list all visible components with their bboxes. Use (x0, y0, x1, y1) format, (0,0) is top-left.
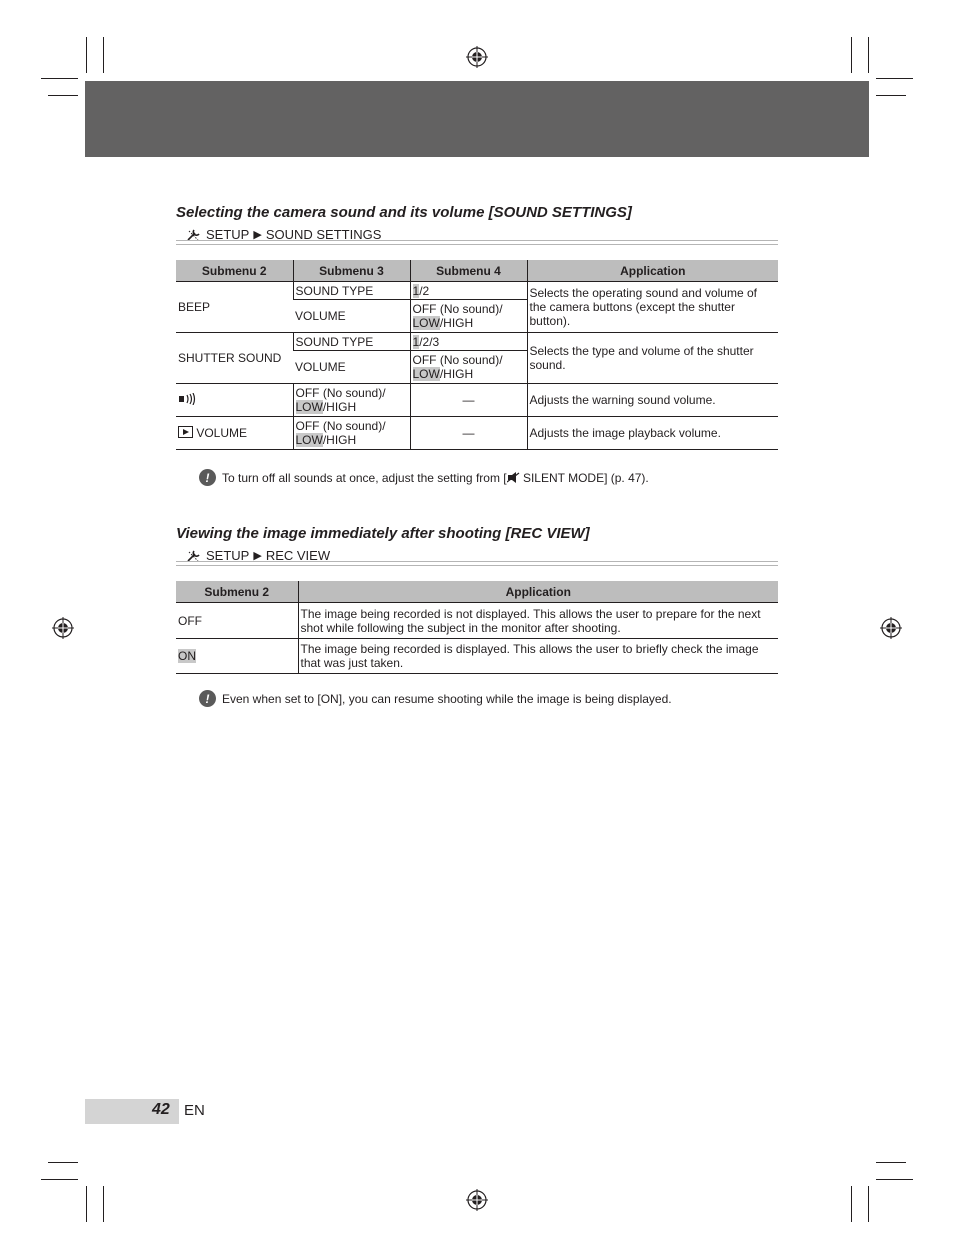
option-text: /HIGH (439, 316, 474, 330)
option-text: /HIGH (439, 367, 474, 381)
warning-submenu-4: — (410, 384, 527, 417)
rec-view-off-application: The image being recorded is not displayed. This allows the user to prepare for the next shot while following the subject in the monitor after shooting. (298, 603, 778, 639)
playback-volume-cell (176, 417, 293, 450)
rec-view-on-cell (176, 639, 298, 674)
shutter-sound-type-rest: /2/3 (419, 334, 440, 349)
path-arrow-icon: ▶ (253, 229, 262, 241)
note-text: Even when set to [ON], you can resume shooting while the image is being displayed. (222, 691, 672, 706)
crop-mark (41, 1179, 78, 1180)
section-title-rec-view: Viewing the image immediately after shooting [REC VIEW] (176, 525, 590, 542)
registration-mark-icon (466, 46, 488, 68)
shutter-sound-type-default: 1 (412, 334, 420, 349)
crop-mark (868, 1186, 869, 1222)
note-text (222, 471, 649, 485)
option-text: /HIGH (322, 400, 357, 414)
shutter-volume: VOLUME (293, 351, 410, 384)
registration-mark-icon (880, 617, 902, 639)
header-submenu-4: Submenu 4 (410, 260, 527, 282)
note-silent-mode (199, 469, 649, 486)
rec-view-off-label: OFF (176, 603, 298, 639)
option-text: OFF (No sound)/ (295, 386, 386, 400)
table-row (176, 384, 778, 417)
table-row (176, 417, 778, 450)
registration-mark-icon (52, 617, 74, 639)
beep-volume-default: LOW (412, 316, 440, 330)
header-application: Application (298, 581, 778, 603)
beep-volume: VOLUME (293, 300, 410, 333)
warning-sound-cell (176, 384, 293, 417)
table-header-row (176, 581, 778, 603)
option-text: OFF (No sound)/ (412, 353, 503, 367)
shutter-application: Selects the type and volume of the shutter sound. (527, 333, 778, 384)
crop-mark (86, 37, 87, 73)
sound-settings-table (176, 260, 778, 450)
header-application: Application (527, 260, 778, 282)
crop-mark (48, 1162, 78, 1163)
registration-mark-icon (466, 1189, 488, 1211)
header-submenu-3: Submenu 3 (293, 260, 410, 282)
note-text-a: To turn off all sounds at once, adjust the setting from [ (222, 470, 507, 485)
beep-volume-options (410, 300, 527, 333)
warning-sound-icon (178, 393, 196, 405)
caution-icon: ! (199, 469, 216, 486)
rec-view-table (176, 581, 778, 674)
page-number: 42 (152, 1101, 170, 1118)
shutter-volume-default: LOW (412, 367, 440, 381)
crop-mark (868, 37, 869, 73)
table-row (176, 639, 778, 674)
table-row (176, 603, 778, 639)
shutter-sound-label: SHUTTER SOUND (176, 333, 293, 384)
warning-default: LOW (295, 400, 323, 414)
rec-view-on-application: The image being recorded is displayed. This allows the user to briefly check the image that was just taken. (298, 639, 778, 674)
crop-mark (41, 78, 78, 79)
section-title-sound-settings: Selecting the camera sound and its volume [SOUND SETTINGS] (176, 204, 632, 221)
playback-application: Adjusts the image playback volume. (527, 417, 778, 450)
crop-mark (876, 1179, 913, 1180)
playback-volume-label: VOLUME (196, 426, 248, 440)
path-setup: SETUP (206, 227, 250, 242)
table-row (176, 333, 778, 351)
crop-mark (86, 1186, 87, 1222)
header-bar (85, 81, 869, 157)
shutter-volume-options (410, 351, 527, 384)
warning-options (293, 384, 410, 417)
table-header-row (176, 260, 778, 282)
note-text-b: SILENT MODE] (p. 47). (519, 470, 649, 485)
crop-mark (851, 1186, 852, 1222)
crop-mark (851, 37, 852, 73)
table-row (176, 282, 778, 300)
caution-icon: ! (199, 690, 216, 707)
path-setup: SETUP (206, 548, 250, 563)
option-text: /HIGH (322, 433, 357, 447)
path-rec-view: REC VIEW (265, 548, 331, 563)
shutter-sound-type-options (410, 333, 527, 351)
crop-mark (876, 78, 913, 79)
rec-view-on-label: ON (178, 649, 196, 663)
crop-mark (876, 95, 906, 96)
crop-mark (876, 1162, 906, 1163)
beep-sound-type: SOUND TYPE (293, 282, 410, 300)
playback-default: LOW (295, 433, 323, 447)
beep-label: BEEP (176, 282, 293, 333)
playback-icon (178, 426, 193, 438)
header-submenu-2: Submenu 2 (176, 581, 298, 603)
option-text: OFF (No sound)/ (412, 302, 503, 316)
crop-mark (103, 1186, 104, 1222)
path-underline (176, 240, 778, 245)
path-arrow-icon: ▶ (253, 550, 262, 562)
beep-application: Selects the operating sound and volume of the camera buttons (except the shutter button). (527, 282, 778, 333)
crop-mark (103, 37, 104, 73)
path-underline (176, 561, 778, 566)
header-submenu-2: Submenu 2 (176, 260, 293, 282)
option-text: OFF (No sound)/ (295, 419, 386, 433)
note-rec-view (199, 690, 672, 707)
shutter-sound-type: SOUND TYPE (293, 333, 410, 351)
beep-sound-type-rest: /2 (419, 283, 430, 298)
silent-mode-icon (507, 472, 520, 483)
beep-sound-type-default: 1 (412, 283, 420, 298)
path-sound-settings: SOUND SETTINGS (265, 227, 382, 242)
warning-application: Adjusts the warning sound volume. (527, 384, 778, 417)
beep-sound-type-options (410, 282, 527, 300)
crop-mark (48, 95, 78, 96)
page-language: EN (184, 1102, 205, 1119)
playback-submenu-4: — (410, 417, 527, 450)
playback-options (293, 417, 410, 450)
